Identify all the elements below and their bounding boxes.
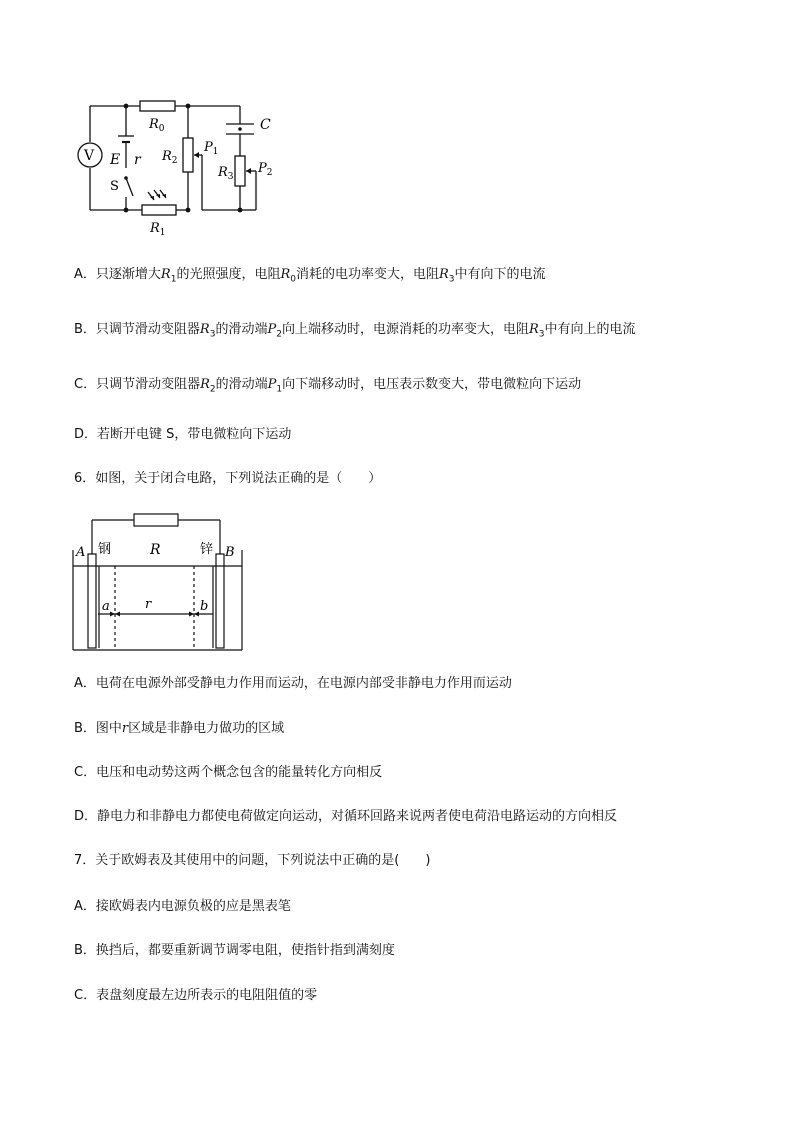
label-S: S: [110, 179, 119, 194]
q6-option-d: D．静电力和非静电力都使电荷做定向运动，对循环回路来说两者使电荷沿电路运动的方向相反: [74, 809, 618, 824]
q7-stem: 7．关于欧姆表及其使用中的问题，下列说法中正确的是( ): [74, 853, 431, 868]
label-C: C: [260, 117, 271, 133]
q6-option-b: B．图中r区域是非静电力做功的区域: [74, 721, 285, 736]
label-P2-sub: 2: [266, 168, 273, 178]
circuit-diagram: [70, 96, 290, 242]
label-E: E: [110, 152, 121, 168]
electrolytic-cell-diagram: [70, 508, 250, 654]
svg-text:P1: [203, 140, 218, 157]
svg-text:R1: [149, 221, 166, 238]
label-r-region: r: [145, 597, 152, 612]
q5-option-d: D．若断开电键 S，带电微粒向下运动: [74, 427, 292, 442]
label-R3: R: [218, 165, 228, 180]
label-R: R: [150, 542, 161, 558]
svg-text:R3: [217, 165, 234, 182]
label-P2: P: [258, 161, 267, 176]
label-a: a: [102, 599, 110, 614]
q6-stem: 6．如图，关于闭合电路，下列说法正确的是（ ）: [74, 471, 382, 486]
svg-text:R0: [148, 117, 165, 134]
q5-option-a: A．只逐渐增大$R_1$的光照强度，电阻$R_0$消耗的电功率变大，电阻$R_3$中有向下的电流: [74, 267, 546, 285]
label-P1: P: [204, 140, 213, 155]
svg-text:P2: [257, 161, 272, 178]
q5-option-c: C．只调节滑动变阻器$R_2$的滑动端$P_1$向下端移动时，电压表示数变大，带电微粒向下运动: [74, 377, 582, 395]
q6-option-a: A．电荷在电源外部受静电力作用而运动，在电源内部受非静电力作用而运动: [74, 676, 512, 691]
q6-option-c: C．电压和电动势这两个概念包含的能量转化方向相反: [74, 765, 383, 780]
label-R0-sub: 0: [158, 124, 165, 134]
label-steel: 钢: [98, 542, 112, 557]
label-R2-sub: 2: [171, 156, 178, 166]
label-R2: R: [162, 149, 172, 164]
label-R1: R: [150, 221, 160, 236]
label-r: r: [134, 152, 141, 168]
label-A: A: [76, 545, 86, 560]
label-R0: R: [149, 117, 159, 132]
q7-option-a: A．接欧姆表内电源负极的应是黑表笔: [74, 899, 291, 914]
voltmeter-label: V: [84, 148, 95, 164]
label-zinc: 锌: [200, 542, 214, 557]
label-B: B: [225, 545, 235, 560]
svg-text:R2: [161, 149, 178, 166]
label-P1-sub: 1: [212, 147, 219, 157]
label-R3-sub: 3: [227, 172, 234, 182]
q5-option-b: B．只调节滑动变阻器$R_3$的滑动端$P_2$向上端移动时，电源消耗的功率变大，电阻$R_3$中有向上的电流: [74, 322, 636, 340]
label-R1-sub: 1: [159, 228, 166, 238]
q7-option-c: C．表盘刻度最左边所表示的电阻阻值的零: [74, 988, 318, 1003]
q7-option-b: B．换挡后，都要重新调节调零电阻，使指针指到满刻度: [74, 943, 395, 958]
label-b: b: [200, 599, 209, 614]
